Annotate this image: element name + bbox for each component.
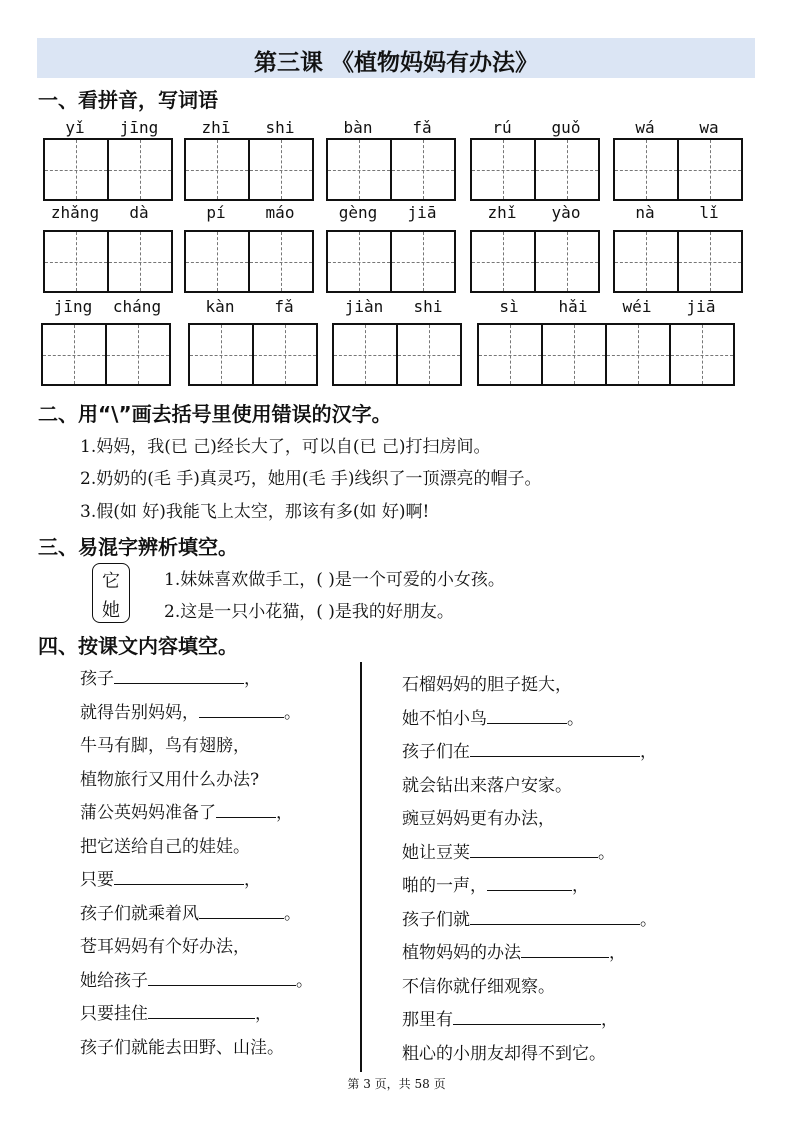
poem-line	[80, 932, 250, 957]
cell-guide-vertical	[567, 140, 568, 199]
pinyin-syllable: zhǎng	[50, 203, 100, 222]
pinyin-syllable: cháng	[112, 297, 162, 316]
poem-text: 就会钻出来落户安家。	[402, 775, 572, 796]
cell-guide-vertical	[503, 140, 504, 199]
pinyin-syllable: jiàn	[344, 297, 384, 316]
pinyin-syllable: shi	[413, 297, 443, 316]
writing-cell[interactable]	[390, 138, 456, 201]
poem-line	[402, 838, 615, 863]
poem-line	[80, 899, 301, 924]
poem-punctuation: ，	[244, 870, 261, 890]
writing-cell[interactable]	[107, 230, 173, 293]
poem-line	[80, 832, 250, 857]
cell-guide-vertical	[217, 232, 218, 291]
pinyin-syllable: zhǐ	[487, 203, 517, 222]
writing-cell[interactable]	[613, 138, 679, 201]
pinyin-syllable: yǐ	[65, 118, 85, 137]
cell-guide-vertical	[281, 232, 282, 291]
writing-cell[interactable]	[613, 230, 679, 293]
cell-guide-vertical	[285, 325, 286, 384]
poem-line	[402, 737, 657, 762]
section2-heading: 二、用“\”画去括号里使用错误的汉字。	[38, 402, 392, 426]
poem-line	[80, 865, 261, 890]
poem-text: 啪的一声，	[402, 876, 487, 896]
cell-guide-vertical	[710, 140, 711, 199]
cell-guide-vertical	[646, 232, 647, 291]
page-footer: 第 3 页，共 58 页	[347, 1077, 446, 1091]
fill-blank[interactable]	[470, 841, 598, 858]
poem-line	[402, 1039, 606, 1064]
section2-item-1: 1.妈妈，我(已 己)经长大了，可以自(已 己)打扫房间。	[80, 437, 491, 457]
cell-guide-vertical	[365, 325, 366, 384]
poem-line	[402, 804, 555, 829]
poem-text: 她给孩子	[80, 970, 148, 991]
poem-text: 孩子们就能去田野、山洼。	[80, 1037, 284, 1058]
cell-guide-vertical	[710, 232, 711, 291]
poem-punctuation: ，	[572, 876, 589, 896]
poem-line	[402, 972, 555, 997]
poem-line	[402, 704, 584, 729]
writing-cell[interactable]	[390, 230, 456, 293]
section4-heading: 四、按课文内容填空。	[38, 634, 238, 658]
writing-cell[interactable]	[332, 323, 398, 386]
writing-cell[interactable]	[252, 323, 318, 386]
pinyin-syllable: pí	[206, 203, 226, 222]
cell-guide-vertical	[567, 232, 568, 291]
fill-blank[interactable]	[487, 874, 572, 891]
poem-punctuation: 。	[284, 903, 301, 924]
poem-text: 牛马有脚，鸟有翅膀，	[80, 736, 250, 756]
writing-cell[interactable]	[184, 230, 250, 293]
writing-cell[interactable]	[248, 138, 314, 201]
poem-line	[80, 1033, 284, 1058]
poem-text: 那里有	[402, 1010, 453, 1030]
writing-cell[interactable]	[184, 138, 250, 201]
writing-cell[interactable]	[534, 138, 600, 201]
poem-text: 孩子们就乘着风	[80, 903, 199, 924]
fill-blank[interactable]	[521, 941, 609, 958]
poem-punctuation: ，	[255, 1004, 272, 1024]
page-title: 第三课 《植物妈妈有办法》	[253, 50, 538, 76]
fill-blank[interactable]	[470, 740, 640, 757]
poem-line	[402, 871, 589, 896]
poem-text: 把它送给自己的娃娃。	[80, 836, 250, 857]
writing-cell[interactable]	[326, 138, 392, 201]
pinyin-syllable: guǒ	[551, 118, 581, 137]
pinyin-syllable: jīng	[119, 118, 159, 137]
writing-cell[interactable]	[534, 230, 600, 293]
section3-item-2: 2.这是一只小花猫，( )是我的好朋友。	[164, 602, 454, 622]
pinyin-syllable: wa	[699, 118, 719, 137]
poem-text: 只要	[80, 870, 114, 890]
pinyin-syllable: nà	[635, 203, 655, 222]
poem-line	[80, 966, 313, 991]
writing-cell[interactable]	[605, 323, 671, 386]
writing-cell[interactable]	[677, 138, 743, 201]
poem-punctuation: ，	[640, 742, 657, 762]
section2-item-3: 3.假(如 好)我能飞上太空，那该有多(如 好)啊!	[80, 502, 430, 522]
poem-line	[80, 999, 272, 1024]
cell-guide-vertical	[574, 325, 575, 384]
cell-guide-vertical	[423, 232, 424, 291]
poem-punctuation: 。	[567, 708, 584, 729]
poem-text: 粗心的小朋友却得不到它。	[402, 1043, 606, 1064]
cell-guide-vertical	[429, 325, 430, 384]
poem-punctuation: 。	[640, 909, 657, 930]
poem-line	[80, 731, 250, 756]
poem-line	[80, 798, 293, 823]
poem-punctuation: ，	[276, 803, 293, 823]
pinyin-syllable: zhī	[201, 118, 231, 137]
poem-line	[80, 664, 261, 689]
poem-text: 植物旅行又用什么办法?	[80, 769, 260, 790]
fill-blank[interactable]	[216, 801, 276, 818]
column-divider	[360, 662, 362, 1072]
pinyin-syllable: fǎ	[412, 118, 432, 137]
fill-blank[interactable]	[114, 667, 244, 684]
poem-text: 苍耳妈妈有个好办法，	[80, 937, 250, 957]
poem-punctuation: 。	[284, 702, 301, 723]
poem-text: 石榴妈妈的胆子挺大，	[402, 675, 572, 695]
cell-guide-vertical	[140, 232, 141, 291]
writing-cell[interactable]	[188, 323, 254, 386]
writing-cell[interactable]	[477, 323, 543, 386]
pinyin-syllable: rú	[492, 118, 512, 137]
pinyin-syllable: jiā	[686, 297, 716, 316]
choice-char-1: 它	[102, 571, 120, 592]
pinyin-syllable: jīng	[53, 297, 93, 316]
fill-blank[interactable]	[148, 1002, 255, 1019]
pinyin-syllable: jiā	[407, 203, 437, 222]
writing-cell[interactable]	[470, 230, 536, 293]
pinyin-syllable: máo	[265, 203, 295, 222]
poem-line	[402, 938, 626, 963]
fill-blank[interactable]	[453, 1008, 601, 1025]
fill-blank[interactable]	[487, 707, 567, 724]
cell-guide-vertical	[74, 325, 75, 384]
cell-guide-vertical	[221, 325, 222, 384]
section1-heading: 一、看拼音，写词语	[38, 88, 218, 112]
fill-blank[interactable]	[148, 969, 296, 986]
poem-text: 豌豆妈妈更有办法，	[402, 809, 555, 829]
writing-cell[interactable]	[107, 138, 173, 201]
cell-guide-vertical	[76, 140, 77, 199]
poem-text: 她让豆荚	[402, 842, 470, 863]
cell-guide-vertical	[281, 140, 282, 199]
poem-text: 孩子们就	[402, 909, 470, 930]
writing-cell[interactable]	[470, 138, 536, 201]
writing-cell[interactable]	[105, 323, 171, 386]
pinyin-syllable: fǎ	[274, 297, 294, 316]
poem-line	[402, 771, 572, 796]
pinyin-syllable: gèng	[338, 203, 378, 222]
poem-line	[402, 670, 572, 695]
writing-cell[interactable]	[541, 323, 607, 386]
poem-text: 就得告别妈妈，	[80, 702, 199, 723]
fill-blank[interactable]	[199, 902, 284, 919]
section2-item-2: 2.奶奶的(毛 手)真灵巧，她用(毛 手)线织了一顶漂亮的帽子。	[80, 469, 542, 489]
writing-cell[interactable]	[41, 323, 107, 386]
writing-cell[interactable]	[43, 230, 109, 293]
writing-cell[interactable]	[677, 230, 743, 293]
cell-guide-vertical	[76, 232, 77, 291]
fill-blank[interactable]	[470, 908, 640, 925]
poem-text: 不信你就仔细观察。	[402, 976, 555, 997]
cell-guide-vertical	[638, 325, 639, 384]
poem-punctuation: ，	[244, 669, 261, 689]
writing-cell[interactable]	[43, 138, 109, 201]
pinyin-syllable: dà	[129, 203, 149, 222]
poem-text: 她不怕小鸟	[402, 708, 487, 729]
poem-text: 蒲公英妈妈准备了	[80, 803, 216, 823]
poem-punctuation: 。	[598, 842, 615, 863]
pinyin-syllable: hǎi	[558, 297, 588, 316]
pinyin-syllable: wéi	[622, 297, 652, 316]
cell-guide-vertical	[503, 232, 504, 291]
cell-guide-vertical	[646, 140, 647, 199]
choice-char-2: 她	[102, 600, 120, 621]
fill-blank[interactable]	[199, 701, 284, 718]
poem-punctuation: ，	[609, 943, 626, 963]
cell-guide-vertical	[359, 232, 360, 291]
cell-guide-vertical	[423, 140, 424, 199]
writing-cell[interactable]	[326, 230, 392, 293]
choice-box	[92, 563, 130, 623]
title-bar	[37, 38, 755, 78]
poem-text: 植物妈妈的办法	[402, 943, 521, 963]
poem-line	[402, 1005, 618, 1030]
pinyin-syllable: lǐ	[699, 203, 719, 222]
poem-text: 只要挂住	[80, 1004, 148, 1024]
poem-text: 孩子们在	[402, 742, 470, 762]
pinyin-syllable: kàn	[205, 297, 235, 316]
poem-punctuation: 。	[296, 970, 313, 991]
poem-text: 孩子	[80, 669, 114, 689]
cell-guide-vertical	[510, 325, 511, 384]
writing-cell[interactable]	[396, 323, 462, 386]
cell-guide-vertical	[140, 140, 141, 199]
cell-guide-vertical	[138, 325, 139, 384]
cell-guide-vertical	[359, 140, 360, 199]
section3-heading: 三、易混字辨析填空。	[38, 535, 238, 559]
poem-line	[402, 905, 657, 930]
pinyin-syllable: yào	[551, 203, 581, 222]
cell-guide-vertical	[702, 325, 703, 384]
poem-line	[80, 698, 301, 723]
fill-blank[interactable]	[114, 868, 244, 885]
section3-item-1: 1.妹妹喜欢做手工，( )是一个可爱的小女孩。	[164, 570, 505, 590]
pinyin-syllable: shi	[265, 118, 295, 137]
poem-line	[80, 765, 259, 790]
pinyin-syllable: wá	[635, 118, 655, 137]
writing-cell[interactable]	[248, 230, 314, 293]
cell-guide-vertical	[217, 140, 218, 199]
poem-punctuation: ，	[601, 1010, 618, 1030]
writing-cell[interactable]	[669, 323, 735, 386]
pinyin-syllable: bàn	[343, 118, 373, 137]
pinyin-syllable: sì	[499, 297, 519, 316]
